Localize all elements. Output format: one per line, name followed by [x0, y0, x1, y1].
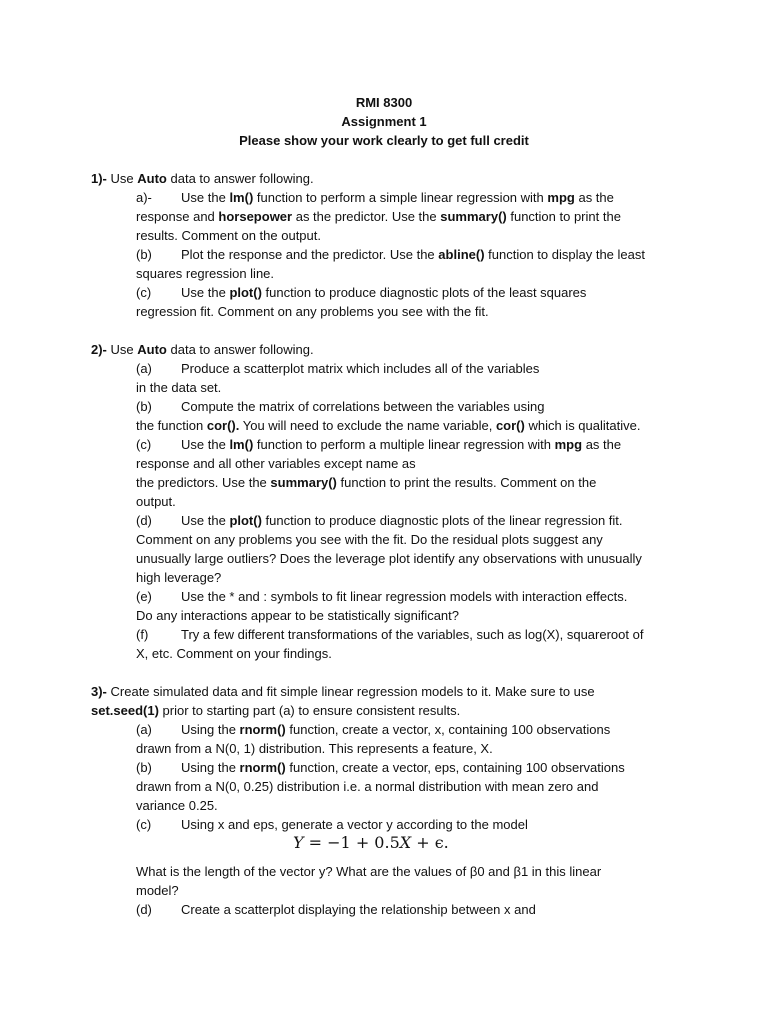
q3-d-line1: (d) Create a scatterplot displaying the relationship between x and: [136, 902, 536, 917]
q2-c-line3: the predictors. Use the summary() function to print the results. Comment on the: [136, 475, 597, 490]
q3-b-line2: drawn from a N(0, 0.25) distribution i.e. a normal distribution with mean zero and: [136, 779, 599, 794]
q1-b-line1: (b) Plot the response and the predictor. Use the abline() function to display the least: [136, 247, 645, 262]
q2-f-label: (f): [136, 627, 149, 642]
q1-a-label: a)-: [136, 190, 152, 205]
q2-f-line2: X, etc. Comment on your findings.: [136, 646, 332, 661]
q2-number: 2)-: [91, 342, 107, 357]
q2-d-line3: unusually large outliers? Does the leverage plot identify any observations with unusually: [136, 551, 642, 566]
q2-b-line1: (b) Compute the matrix of correlations between the variables using: [136, 399, 545, 414]
q3-c-line1: (c) Using x and eps, generate a vector y according to the model: [136, 817, 528, 832]
q2-d-label: (d): [136, 513, 152, 528]
model-equation: Y = −1 + 0.5X + ϵ.: [293, 833, 449, 852]
q2-f-line1: (f) Try a few different transformations of the variables, such as log(X), squareroot of: [136, 627, 644, 642]
q1-intro: 1)- Use Auto data to answer following.: [91, 171, 314, 186]
q3-c-label: (c): [136, 817, 152, 832]
q3-a-line2: drawn from a N(0, 1) distribution. This represents a feature, X.: [136, 741, 493, 756]
q2-a-label: (a): [136, 361, 152, 376]
q2-c-line1: (c) Use the lm() function to perform a multiple linear regression with mpg as the: [136, 437, 622, 452]
q2-d-line2: Comment on any problems you see with the fit. Do the residual plots suggest any: [136, 532, 603, 547]
q3-a-label: (a): [136, 722, 152, 737]
q1-number: 1)-: [91, 171, 107, 186]
q3-c-line2: What is the length of the vector y? What are the values of β0 and β1 in this linear: [136, 864, 602, 879]
q2-b-label: (b): [136, 399, 152, 414]
q1-c-label: (c): [136, 285, 152, 300]
q3-b-line1: (b) Using the rnorm() function, create a vector, eps, containing 100 observations: [136, 760, 625, 775]
q3-number: 3)-: [91, 684, 107, 699]
q1-c-line1: (c) Use the plot() function to produce diagnostic plots of the least squares: [136, 285, 587, 300]
q3-d-label: (d): [136, 902, 152, 917]
q1-a-line2: response and horsepower as the predictor. Use the summary() function to print the: [136, 209, 621, 224]
instruction-heading: Please show your work clearly to get full credit: [239, 133, 529, 148]
q2-c-line4: output.: [136, 494, 176, 509]
q2-e-line1: (e) Use the * and : symbols to fit linear regression models with interaction effects.: [136, 589, 628, 604]
q1-c-line2: regression fit. Comment on any problems you see with the fit.: [136, 304, 489, 319]
q3-seed-line: set.seed(1) prior to starting part (a) to ensure consistent results.: [91, 703, 461, 718]
q2-e-line2: Do any interactions appear to be statistically significant?: [136, 608, 460, 623]
q2-a-line2: in the data set.: [136, 380, 222, 395]
q1-a-line1: a)- Use the lm() function to perform a simple linear regression with mpg as the: [136, 190, 614, 205]
q1-b-line2: squares regression line.: [136, 266, 275, 281]
q1-a-line3: results. Comment on the output.: [136, 228, 321, 243]
q3-a-line1: (a) Using the rnorm() function, create a vector, x, containing 100 observations: [136, 722, 611, 737]
q3-intro: 3)- Create simulated data and fit simple linear regression models to it. Make sure to use: [91, 684, 595, 699]
q2-c-line2: response and all other variables except name as: [136, 456, 416, 471]
q3-b-line3: variance 0.25.: [136, 798, 218, 813]
q2-a-line1: (a) Produce a scatterplot matrix which includes all of the variables: [136, 361, 540, 376]
assignment-title: Assignment 1: [341, 114, 427, 129]
q2-d-line1: (d) Use the plot() function to produce diagnostic plots of the linear regression fit.: [136, 513, 623, 528]
q2-intro: 2)- Use Auto data to answer following.: [91, 342, 314, 357]
q3-c-line3: model?: [136, 883, 179, 898]
q2-d-line4: high leverage?: [136, 570, 222, 585]
q3-b-label: (b): [136, 760, 152, 775]
q2-e-label: (e): [136, 589, 152, 604]
course-title: RMI 8300: [355, 95, 413, 110]
q1-b-label: (b): [136, 247, 152, 262]
q2-b-line2: the function cor(). You will need to exclude the name variable, cor() which is qualitative.: [136, 418, 641, 433]
q2-c-label: (c): [136, 437, 152, 452]
